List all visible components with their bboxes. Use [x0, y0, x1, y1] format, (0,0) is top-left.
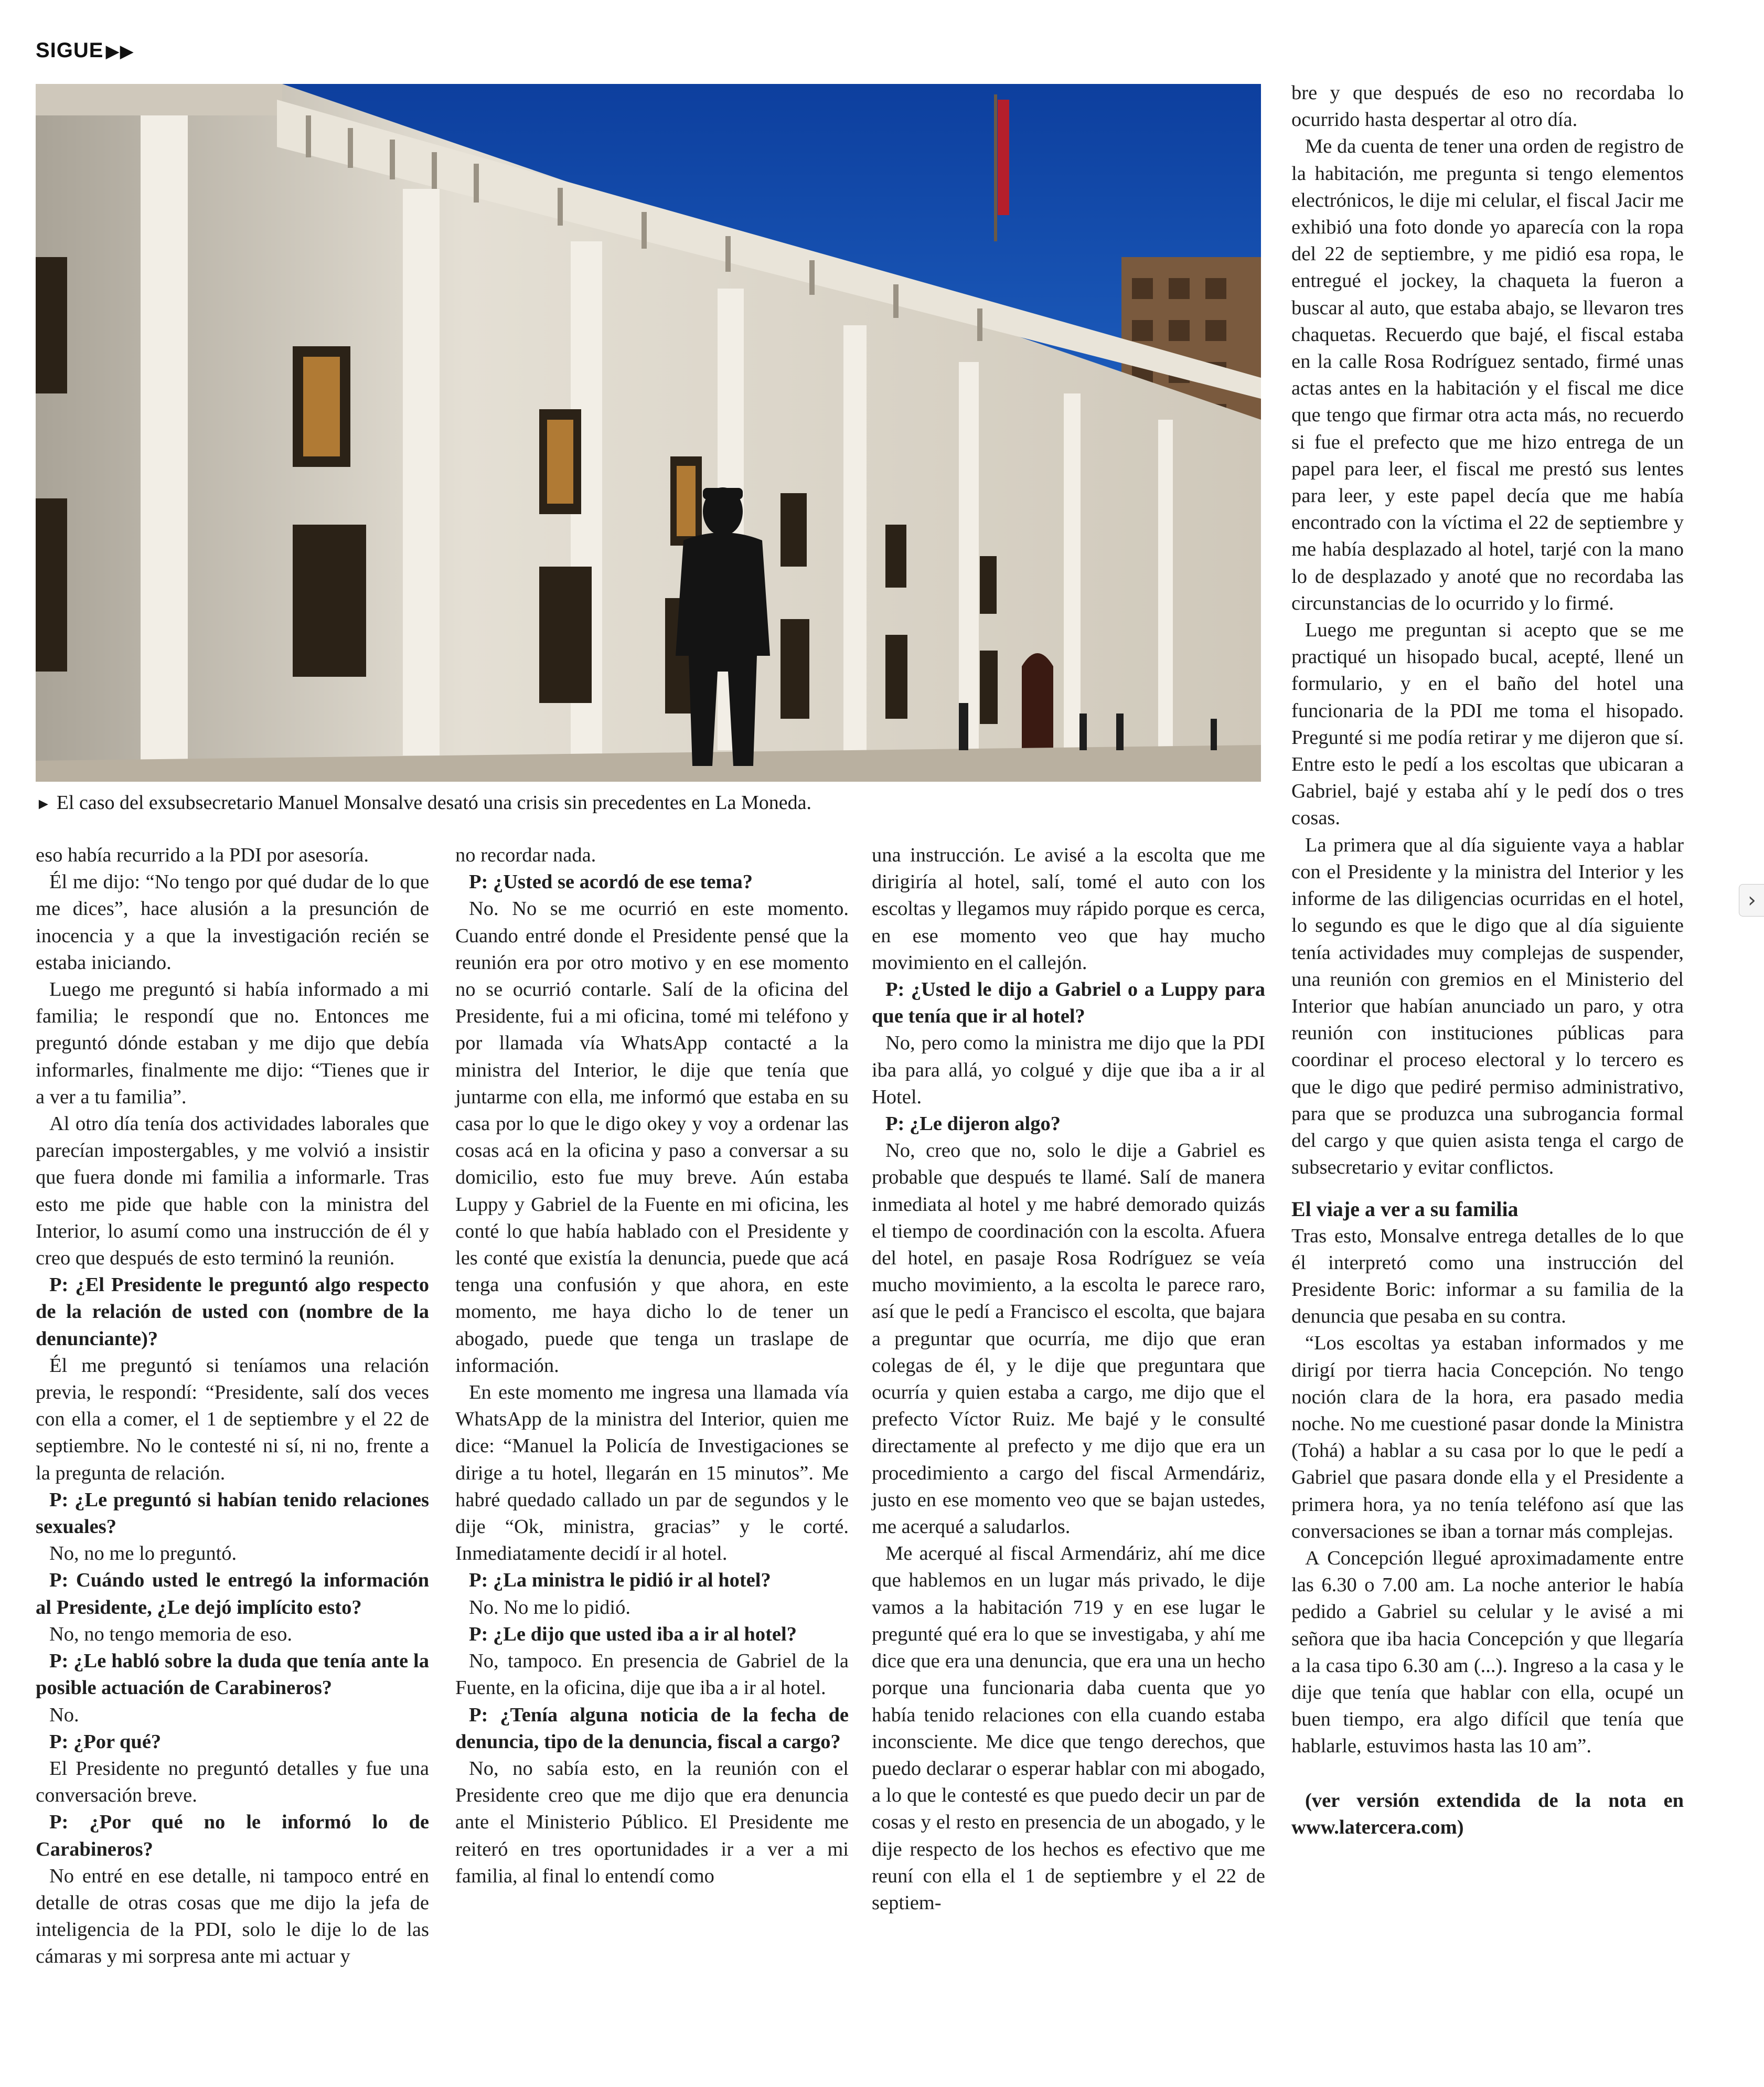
continued-paragraph: una instrucción. Le avisé a la escolta que me dirigiría al hotel, salí, tomé el auto con los escoltas y llegamos muy rápido porque es cerca, en ese momento veo que hay mucho movimiento en el callejón.	[872, 844, 1265, 974]
question-paragraph: P: ¿Le preguntó si habían tenido relaciones sexuales?	[36, 1488, 429, 1538]
question-paragraph: P: ¿Por qué no le informó lo de Carabineros?	[36, 1811, 429, 1860]
next-page-chevron-icon[interactable]: ›	[1739, 884, 1764, 917]
body-paragraph: No, no sabía esto, en la reunión con el Presidente creo que me dijo que era denuncia ante el Ministerio Público. El Presidente me reiteró en tres oportunidades ir a ver a mi familia, al final lo entendí como	[455, 1757, 849, 1887]
body-paragraph: Luego me preguntó si había informado a mi familia; le respondí que no. Entonces me preguntó dónde estaban y me dijo que debía informarles, finalmente me dijo: “Tienes que ir a ver a tu familia”.	[36, 978, 429, 1108]
body-paragraph: No, pero como la ministra me dijo que la PDI iba para allá, yo colgué y dije que iba a ir al Hotel.	[872, 1032, 1265, 1108]
continued-paragraph: eso había recurrido a la PDI por asesoría.	[36, 844, 369, 866]
article-column-2	[455, 842, 849, 1890]
double-arrow-icon: ▶▶	[105, 41, 134, 61]
sigue-label: SIGUE	[36, 39, 104, 62]
body-paragraph: En este momento me ingresa una llamada vía WhatsApp de la ministra del Interior, quien me dice: “Manuel la Policía de Investigaciones se dirige a tu hotel, llegarán en 15 minutos”. Me habré quedado callado un par de segundos y le dije “Ok, ministra, gracias” y le corté. Inmediatamente decidí ir al hotel.	[455, 1381, 849, 1565]
body-paragraph: No entré en ese detalle, ni tampoco entré en detalle de otras cosas que me dijo la jefa de inteligencia de la PDI, solo le dije lo de las cámaras y mi sorpresa ante mi actuar y	[36, 1865, 429, 1968]
extended-version-note: (ver versión extendida de la nota en www.latercera.com)	[1291, 1789, 1684, 1838]
body-paragraph: Me da cuenta de tener una orden de registro de la habitación, me pregunta si tengo elementos electrónicos, le dije mi celular, el fiscal Jacir me exhibió una foto donde yo aparecía con la ropa del 22 de septiembre, y me pidió esa ropa, le entregué el jockey, la chaqueta la fueron a buscar al auto, que estaba abajo, se llevaron tres chaquetas. Recuerdo que bajé, el fiscal estaba en la calle Rosa Rodríguez sentado, firmé unas actas antes en la habitación y el fiscal me dice que tengo que firmar otra acta más, no recuerdo si fue el prefecto que me hizo entrega de un papel para leer, el fiscal me prestó sus lentes para leer, y este papel decía que me había encontrado con la víctima el 22 de septiembre y me había desplazado al hotel, tarjé con la mano lo de desplazado y anoté que no recordaba las circunstancias de lo ocurrido y lo firmé.	[1291, 135, 1684, 614]
body-paragraph: No. No me lo pidió.	[469, 1596, 630, 1619]
caption-marker-icon: ►	[36, 795, 51, 813]
continued-paragraph: bre y que después de eso no recordaba lo ocurrido hasta despertar al otro día.	[1291, 82, 1684, 131]
question-paragraph: P: ¿La ministra le pidió ir al hotel?	[469, 1569, 771, 1592]
body-paragraph: No, no me lo preguntó.	[49, 1542, 237, 1565]
question-paragraph: P: ¿Le habló sobre la duda que tenía ante la posible actuación de Carabineros?	[36, 1650, 429, 1699]
continued-paragraph: Tras esto, Monsalve entrega detalles de lo que él interpretó como una instrucción del Presidente Boric: informar a su familia de la denuncia que pesaba en su contra.	[1291, 1224, 1684, 1328]
body-paragraph: No, no tengo memoria de eso.	[49, 1623, 292, 1645]
body-paragraph: “Los escoltas ya estaban informados y me dirigí por tierra hacia Concepción. No tengo noción clara de la hora, era pasado media noche. No me cuestioné pasar donde la Ministra (Tohá) a hablar a su casa por lo que le pedí a Gabriel que pasara donde ella y el Presidente a primera hora, ya no tenía teléfono así que las conversaciones se iban a tornar más complejas.	[1291, 1332, 1684, 1542]
question-paragraph: P: ¿Tenía alguna noticia de la fecha de denuncia, tipo de la denuncia, fiscal a cargo?	[455, 1703, 849, 1753]
question-paragraph: P: ¿Usted le dijo a Gabriel o a Luppy para que tenía que ir al hotel?	[872, 978, 1265, 1028]
article-column-3	[872, 842, 1265, 1916]
question-paragraph: P: ¿Por qué?	[49, 1730, 162, 1753]
question-paragraph: P: ¿Usted se acordó de ese tema?	[469, 871, 753, 893]
body-paragraph: Luego me preguntan si acepto que se me practiqué un hisopado bucal, acepté, llené un formulario, y en el baño del hotel una funcionaria de la PDI me toma el hisopado. Pregunté si me podía retirar y me dijeron que sí. Entre esto le pedí a los escoltas que ubicaran a Gabriel, bajé y estaba ahí y le pedí dos o tres cosas.	[1291, 619, 1684, 829]
caption-text: El caso del exsubsecretario Manuel Monsalve desató una crisis sin precedentes en La Moneda.	[56, 792, 811, 814]
sigue-header	[36, 38, 134, 64]
body-paragraph: A Concepción llegué aproximadamente entre las 6.30 o 7.00 am. La noche anterior le había pedido a Gabriel su celular y le avisé a mi señora que iba hacia Concepción y que llegaría a la casa tipo 6.30 am (...). Ingreso a la casa y le dije que tenía que hablar con ella, ocupé un buen tiempo, era algo difícil que tenía que hablarle, estuvimos hasta las 10 am”.	[1291, 1547, 1684, 1758]
palace-illustration	[36, 84, 1261, 782]
body-paragraph: Me acerqué al fiscal Armendáriz, ahí me dice que hablemos en un lugar más privado, le dije vamos a la habitación 719 y en ese lugar le pregunté qué era lo que se investigaba, y ahí me dice que era una denuncia, que era una un hecho porque una funcionaria daba cuenta que yo había tenido relaciones con ella cuando estaba inconsciente. Me dice que tengo derechos, que puedo declarar o esperar hablar con mi abogado, a lo que le contesté es que puedo decir un par de cosas y el resto en presencia de un abogado, y le dije respecto de los hechos es efectivo que me reuní con ella el 1 de septiembre y el 22 de septiem-	[872, 1542, 1265, 1914]
body-paragraph: No, creo que no, solo le dije a Gabriel es probable que después te llamé. Salí de manera inmediata al hotel y me habré demorado quizás el tiempo de coordinación con la escolta. Afuera del hotel, en pasaje Rosa Rodríguez se veía mucho movimiento, a la escolta le parece raro, así que le pedí a Francisco el escolta, que bajara a preguntar que ocurría, me dijo que eran colegas de él, y le dije que preguntara que ocurría y quien estaba a cargo, me dijo que el prefecto Víctor Ruiz. Me bajé y le consulté directamente al prefecto y me dijo que era un procedimiento a cargo del fiscal Armendáriz, justo en ese momento veo que se bajan ustedes, me acerqué a saludarlos.	[872, 1140, 1265, 1538]
body-paragraph: Al otro día tenía dos actividades laborales que parecían impostergables, y me volvió a insistir que fuera donde mi familia a informarle. Tras esto me pide que hable con la ministra del Interior, lo asumí como una instrucción de él y creo que después de esto terminó la reunión.	[36, 1113, 429, 1270]
question-paragraph: P: ¿El Presidente le preguntó algo respecto de la relación de usted con (nombre de la denunciante)?	[36, 1274, 429, 1350]
article-column-1	[36, 842, 429, 1971]
body-paragraph: La primera que al día siguiente vaya a hablar con el Presidente y la ministra del Interior y les informe de las diligencias ocurridas en el hotel, lo segundo es que le digo que al día siguiente tenía actividades muy complejas de suspender, una reunión con gremios en el Ministerio del Interior que habían anunciado un paro, y otra reunión con instituciones públicas para coordinar el proceso electoral y lo tercero es que le digo que pediré permiso administrativo, para que se produzca una subrogancia formal del cargo y que quien asista tenga el cargo de subsecretario y evitar conflictos.	[1291, 834, 1684, 1179]
question-paragraph: P: ¿Le dijeron algo?	[885, 1113, 1061, 1135]
body-paragraph: Él me preguntó si teníamos una relación previa, le respondí: “Presidente, salí dos veces con ella a comer, el 1 de septiembre y el 22 de septiembre. No le contesté ni sí, ni no, frente a la pregunta de relación.	[36, 1354, 429, 1484]
la-moneda-photo	[36, 84, 1261, 782]
body-paragraph: El Presidente no preguntó detalles y fue una conversación breve.	[36, 1757, 429, 1807]
photo-caption	[36, 790, 1261, 817]
question-paragraph: P: Cuándo usted le entregó la información al Presidente, ¿Le dejó implícito esto?	[36, 1569, 429, 1619]
body-paragraph: Él me dijo: “No tengo por qué dudar de lo que me dices”, hace alusión a la presunción de inocencia y a que la investigación recién se estaba iniciando.	[36, 871, 429, 974]
body-paragraph: No.	[49, 1703, 79, 1726]
body-paragraph: No, tampoco. En presencia de Gabriel de la Fuente, en la oficina, dije que iba a ir al hotel.	[455, 1650, 849, 1699]
continued-paragraph: no recordar nada.	[455, 844, 596, 866]
article-column-4	[1291, 80, 1684, 1841]
body-paragraph: No. No se me ocurrió en este momento. Cuando entré donde el Presidente pensé que la reunión era por otro motivo y en ese momento no se ocurrió contarle. Salí de la oficina del Presidente, fui a mi oficina, tomé mi teléfono y por llamada vía WhatsApp contacté a la ministra del Interior, le dije que tenía que juntarme con ella, me informó que estaba en su casa por lo que le digo okey y voy a ordenar las cosas acá en la oficina y paso a conversar a su domicilio, esto fue muy breve. Aún estaba Luppy y Gabriel de la Fuente en mi oficina, les conté lo que había hablado con el Presidente y les conté que existía la denuncia, puede que acá tenga una confusión y que ahora, en este momento, me haya dicho lo de tener un abogado, puede que tenga un traslape de información.	[455, 898, 849, 1377]
question-paragraph: P: ¿Le dijo que usted iba a ir al hotel?	[469, 1623, 797, 1645]
section-subheading: El viaje a ver a su familia	[1291, 1197, 1519, 1221]
